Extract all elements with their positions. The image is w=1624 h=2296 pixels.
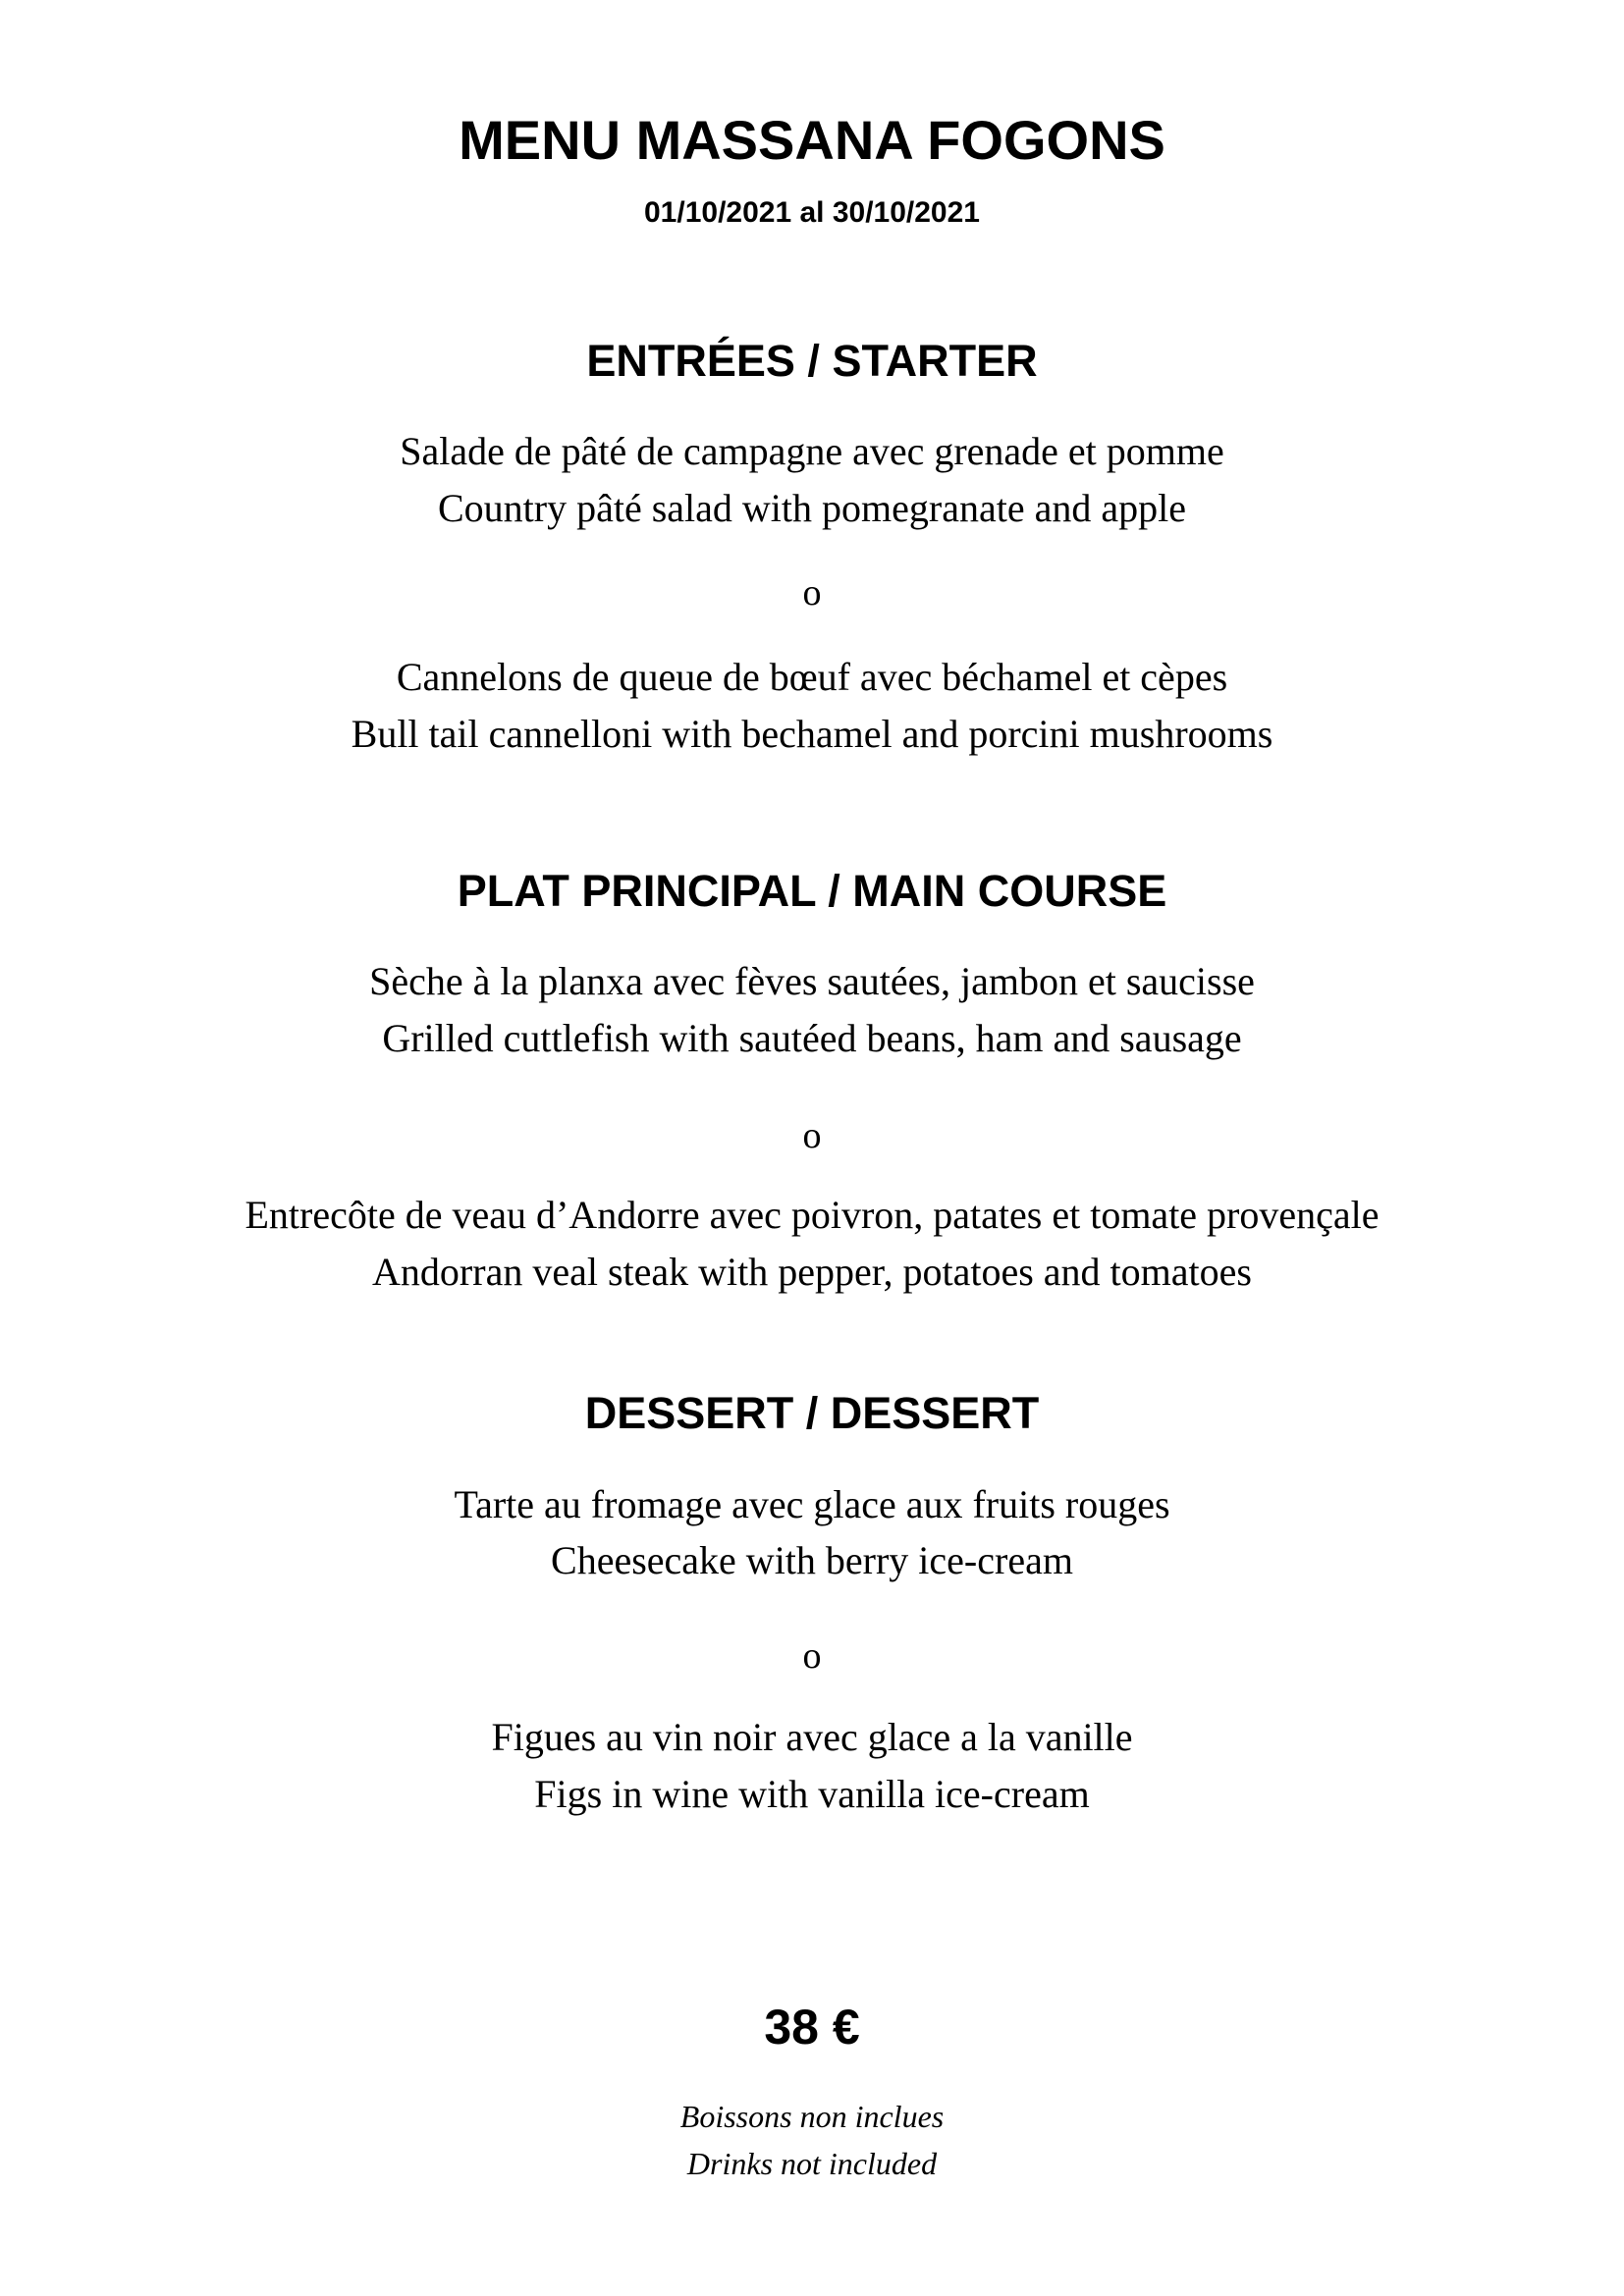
starter-separator: o	[802, 572, 822, 614]
dessert-2-fr: Figues au vin noir avec glace a la vanille	[491, 1715, 1133, 1759]
main-2-fr: Entrecôte de veau d’Andorre avec poivron, patates et tomate provençale	[244, 1193, 1380, 1237]
menu-price: 38 €	[764, 2000, 860, 2055]
starter-1-fr: Salade de pâté de campagne avec grenade et pomme	[400, 429, 1224, 473]
menu-title: MENU MASSANA FOGONS	[459, 109, 1165, 171]
menu-dates: 01/10/2021 al 30/10/2021	[644, 196, 980, 229]
main-2-en: Andorran veal steak with pepper, potatoes and tomatoes	[372, 1250, 1252, 1294]
dessert-1-fr: Tarte au fromage avec glace aux fruits rouges	[454, 1482, 1170, 1526]
dessert-separator: o	[802, 1635, 822, 1677]
drinks-note-fr: Boissons non inclues	[679, 2099, 945, 2134]
starter-2-en: Bull tail cannelloni with bechamel and porcini mushrooms	[351, 712, 1273, 756]
starter-1-en: Country pâté salad with pomegranate and apple	[438, 486, 1186, 530]
main-separator: o	[802, 1115, 822, 1156]
dessert-1-en: Cheesecake with berry ice-cream	[551, 1538, 1073, 1582]
main-1-en: Grilled cuttlefish with sautéed beans, ham and sausage	[382, 1016, 1242, 1060]
main-1-fr: Sèche à la planxa avec fèves sautées, jambon et saucisse	[369, 959, 1255, 1003]
drinks-note-en: Drinks not included	[686, 2146, 938, 2181]
section-heading-main: PLAT PRINCIPAL / MAIN COURSE	[457, 866, 1167, 916]
section-heading-dessert: DESSERT / DESSERT	[584, 1388, 1040, 1438]
section-heading-starter: ENTRÉES / STARTER	[586, 336, 1038, 386]
starter-2-fr: Cannelons de queue de bœuf avec béchamel et cèpes	[396, 655, 1228, 699]
dessert-2-en: Figs in wine with vanilla ice-cream	[534, 1772, 1090, 1816]
